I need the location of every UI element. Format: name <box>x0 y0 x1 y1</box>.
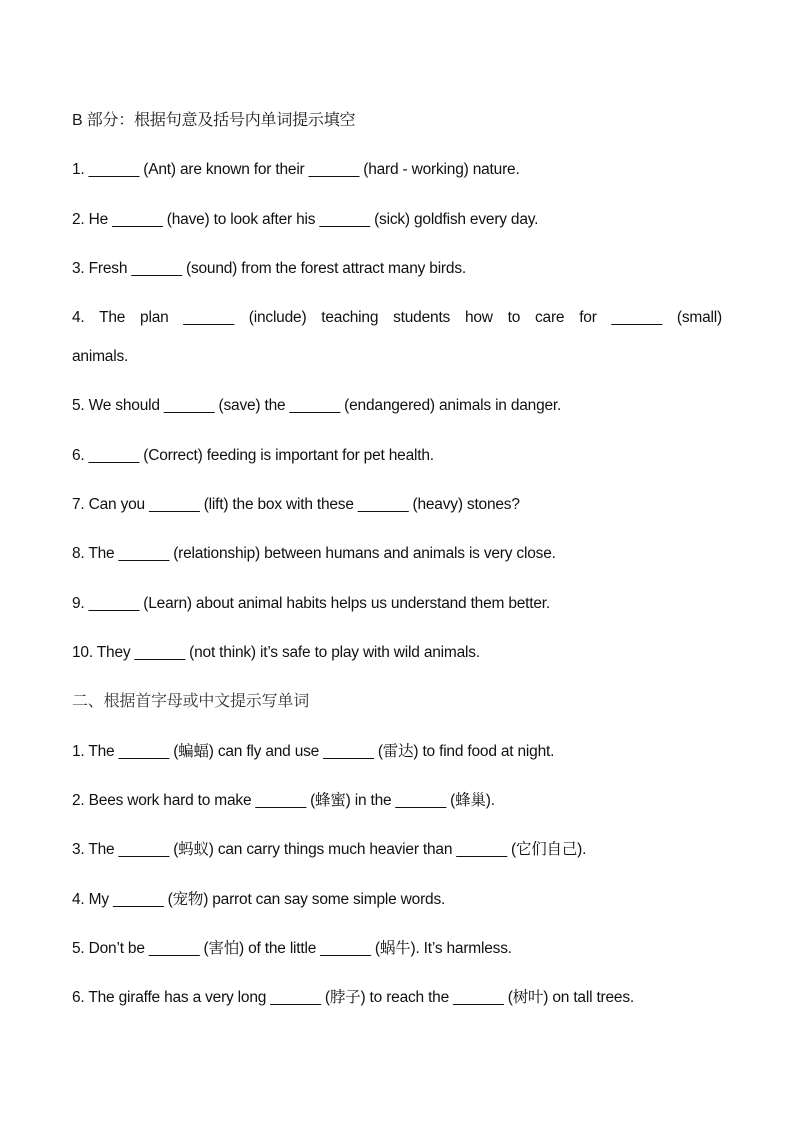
exercise-item: 4. The plan ______ (include) teaching students how to care for ______ (small) <box>72 309 722 326</box>
exercise-item: 4. My ______ (宠物) parrot can say some simple words. <box>72 891 446 908</box>
exercise-item: 2. He ______ (have) to look after his ______ (sick) goldfish every day. <box>72 211 539 228</box>
exercise-item: 1. The ______ (蝙蝠) can fly and use ______ (雷达) to find food at night. <box>72 743 555 760</box>
exercise-item: 3. The ______ (蚂蚁) can carry things much heavier than ______ (它们自己). <box>72 841 587 858</box>
exercise-item-continuation: animals. <box>72 348 129 365</box>
exercise-item: 5. We should ______ (save) the ______ (endangered) animals in danger. <box>72 397 562 414</box>
exercise-item: 3. Fresh ______ (sound) from the forest attract many birds. <box>72 260 466 277</box>
exercise-item: 2. Bees work hard to make ______ (蜂蜜) in the ______ (蜂巢). <box>72 792 495 809</box>
exercise-item: 9. ______ (Learn) about animal habits helps us understand them better. <box>72 595 551 612</box>
exercise-item: 6. ______ (Correct) feeding is important for pet health. <box>72 447 434 464</box>
exercise-item: 1. ______ (Ant) are known for their ______ (hard - working) nature. <box>72 161 520 178</box>
section-b-heading: B 部分：根据句意及括号内单词提示填空 <box>72 112 356 129</box>
exercise-item: 7. Can you ______ (lift) the box with these ______ (heavy) stones? <box>72 496 520 513</box>
exercise-item: 10. They ______ (not think) it’s safe to play with wild animals. <box>72 644 480 661</box>
exercise-item: 6. The giraffe has a very long ______ (脖子) to reach the ______ (树叶) on tall trees. <box>72 989 635 1006</box>
exercise-item: 8. The ______ (relationship) between humans and animals is very close. <box>72 545 556 562</box>
section-2-heading: 二、根据首字母或中文提示写单词 <box>72 693 310 710</box>
exercise-item: 5. Don’t be ______ (害怕) of the little ______ (蜗牛). It’s harmless. <box>72 940 512 957</box>
